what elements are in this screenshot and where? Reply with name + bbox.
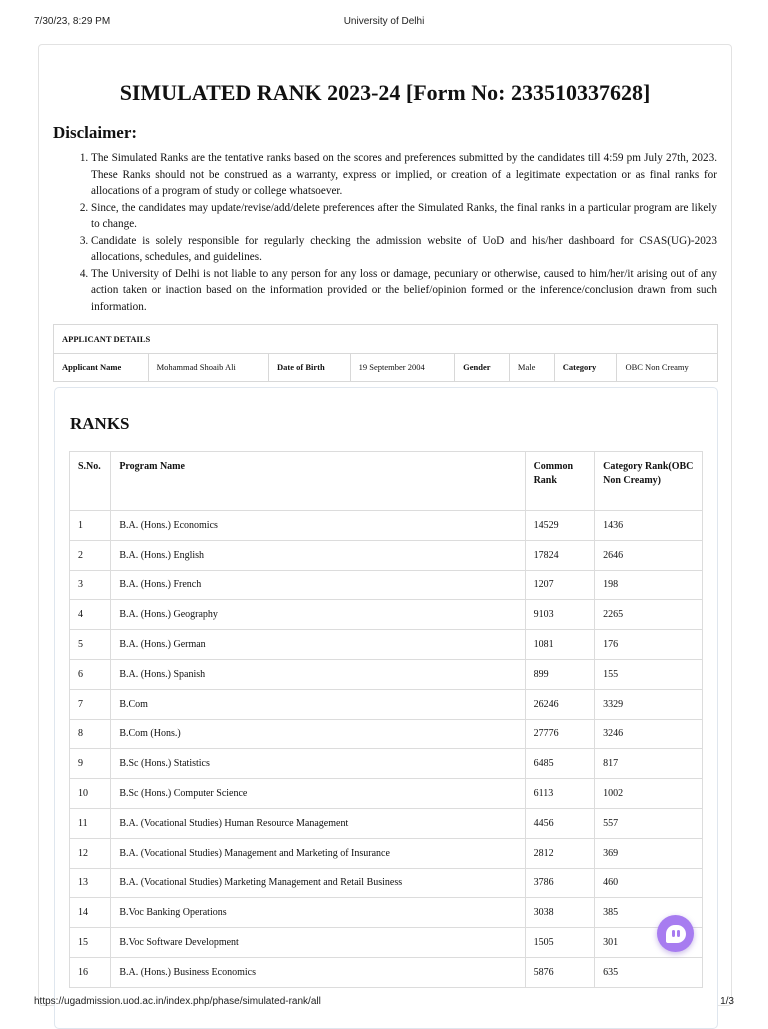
main-card xyxy=(38,44,732,1006)
cell-common-rank: 9103 xyxy=(525,600,595,630)
applicant-name: Mohammad Shoaib Ali xyxy=(149,354,269,381)
ranks-title: RANKS xyxy=(70,414,130,433)
cell-category-rank: 2646 xyxy=(595,540,703,570)
header-category-rank: Category Rank(OBC Non Creamy) xyxy=(595,452,703,511)
table-row xyxy=(70,689,703,719)
ranks-table xyxy=(69,451,703,988)
cell-common-rank: 3038 xyxy=(525,898,595,928)
cell-category-rank: 3329 xyxy=(595,689,703,719)
cell-common-rank: 2812 xyxy=(525,838,595,868)
header-sno: S.No. xyxy=(70,452,111,511)
disclaimer-item: 1. The Simulated Ranks are the tentative ranks based on the scores and preferences submitted by the candidates till 4:59 pm July 27th, 2023. These Ranks should not be construed as a warranty, express or implied, or creation of a legitimate expectation or as final ranks for allocations of a program of study or college whatsoever. xyxy=(91,150,717,200)
table-row xyxy=(70,779,703,809)
table-row xyxy=(70,511,703,541)
cell-common-rank: 1505 xyxy=(525,928,595,958)
cell-sno: 12 xyxy=(70,838,111,868)
cell-program: B.Com (Hons.) xyxy=(111,719,525,749)
table-row xyxy=(70,719,703,749)
ranks-table-body xyxy=(70,511,703,988)
cell-common-rank: 27776 xyxy=(525,719,595,749)
table-row xyxy=(70,749,703,779)
cell-sno: 15 xyxy=(70,928,111,958)
cell-program: B.Com xyxy=(111,689,525,719)
cell-sno: 5 xyxy=(70,630,111,660)
cell-common-rank: 6485 xyxy=(525,749,595,779)
cell-sno: 1 xyxy=(70,511,111,541)
table-row xyxy=(70,600,703,630)
cell-common-rank: 1081 xyxy=(525,630,595,660)
cell-category-rank: 1436 xyxy=(595,511,703,541)
cell-common-rank: 14529 xyxy=(525,511,595,541)
disclaimer-list xyxy=(53,150,717,315)
header-program: Program Name xyxy=(111,452,525,511)
print-header xyxy=(34,16,734,32)
table-row xyxy=(70,630,703,660)
disclaimer-item: 3. Candidate is solely responsible for regularly checking the admission website of UoD and his/her dashboard for CSAS(UG)-2023 allocations, schedules, and guidelines. xyxy=(91,233,717,266)
category-value: OBC Non Creamy xyxy=(625,362,689,372)
applicant-details xyxy=(53,324,718,382)
cell-program: B.A. (Hons.) Geography xyxy=(111,600,525,630)
table-row xyxy=(70,570,703,600)
table-row xyxy=(70,957,703,987)
cell-common-rank: 1207 xyxy=(525,570,595,600)
applicant-details-heading: APPLICANT DETAILS xyxy=(54,325,717,354)
print-title: University of Delhi xyxy=(343,16,425,27)
cell-sno: 9 xyxy=(70,749,111,779)
cell-sno: 3 xyxy=(70,570,111,600)
cell-sno: 7 xyxy=(70,689,111,719)
cell-common-rank: 899 xyxy=(525,659,595,689)
cell-sno: 6 xyxy=(70,659,111,689)
cell-program: B.A. (Hons.) French xyxy=(111,570,525,600)
cell-sno: 4 xyxy=(70,600,111,630)
cell-category-rank: 1002 xyxy=(595,779,703,809)
cell-program: B.A. (Hons.) Spanish xyxy=(111,659,525,689)
cell-sno: 16 xyxy=(70,957,111,987)
cell-sno: 13 xyxy=(70,868,111,898)
cell-program: B.Voc Software Development xyxy=(111,928,525,958)
cell-category-rank: 301 xyxy=(595,928,703,958)
cell-common-rank: 3786 xyxy=(525,868,595,898)
table-row xyxy=(70,838,703,868)
cell-category-rank: 176 xyxy=(595,630,703,660)
print-page-number: 1/3 xyxy=(720,996,734,1007)
cell-sno: 2 xyxy=(70,540,111,570)
cell-common-rank: 4456 xyxy=(525,808,595,838)
ranks-header-row xyxy=(70,452,703,511)
cell-program: B.A. (Vocational Studies) Management and Marketing of Insurance xyxy=(111,838,525,868)
table-row xyxy=(70,808,703,838)
print-footer xyxy=(34,996,734,1010)
cell-category-rank: 155 xyxy=(595,659,703,689)
applicant-details-row xyxy=(54,354,717,381)
page-title: SIMULATED RANK 2023-24 [Form No: 233510337628] xyxy=(119,80,651,105)
cell-sno: 14 xyxy=(70,898,111,928)
cell-program: B.Voc Banking Operations xyxy=(111,898,525,928)
disclaimer-title: Disclaimer: xyxy=(53,123,138,142)
cell-category-rank: 385 xyxy=(595,898,703,928)
cell-common-rank: 6113 xyxy=(525,779,595,809)
cell-category-rank: 817 xyxy=(595,749,703,779)
cell-program: B.A. (Hons.) Economics xyxy=(111,511,525,541)
print-timestamp: 7/30/23, 8:29 PM xyxy=(34,16,111,27)
gender-label: Gender xyxy=(455,354,510,381)
table-row xyxy=(70,928,703,958)
table-row xyxy=(70,659,703,689)
cell-program: B.A. (Hons.) German xyxy=(111,630,525,660)
cell-category-rank: 460 xyxy=(595,868,703,898)
cell-sno: 10 xyxy=(70,779,111,809)
cell-program: B.A. (Vocational Studies) Human Resource Management xyxy=(111,808,525,838)
cell-program: B.A. (Hons.) Business Economics xyxy=(111,957,525,987)
cell-program: B.A. (Vocational Studies) Marketing Management and Retail Business xyxy=(111,868,525,898)
table-row xyxy=(70,868,703,898)
category-label: Category xyxy=(555,354,618,381)
disclaimer-item: 2. Since, the candidates may update/revise/add/delete preferences after the Simulated Ranks, the final ranks in a particular program are likely to change. xyxy=(91,200,717,233)
cell-program: B.Sc (Hons.) Statistics xyxy=(111,749,525,779)
cell-category-rank: 3246 xyxy=(595,719,703,749)
dob-label: Date of Birth xyxy=(269,354,351,381)
disclaimer-item: 4. The University of Delhi is not liable to any person for any loss or damage, pecuniary or otherwise, caused to him/her/it arising out of any action taken or inaction based on the information provided or the belief/opinion formed or the inference/conclusion drawn from such information. xyxy=(91,266,717,316)
cell-program: B.A. (Hons.) English xyxy=(111,540,525,570)
cell-sno: 8 xyxy=(70,719,111,749)
gender-value: Male xyxy=(510,354,555,381)
cell-common-rank: 17824 xyxy=(525,540,595,570)
cell-sno: 11 xyxy=(70,808,111,838)
cell-common-rank: 5876 xyxy=(525,957,595,987)
cell-category-rank: 369 xyxy=(595,838,703,868)
cell-category-rank: 2265 xyxy=(595,600,703,630)
applicant-name-label: Applicant Name xyxy=(54,354,149,381)
cell-category-rank: 635 xyxy=(595,957,703,987)
print-url: https://ugadmission.uod.ac.in/index.php/phase/simulated-rank/all xyxy=(34,996,321,1007)
chat-icon xyxy=(666,925,686,943)
dob-value: 19 September 2004 xyxy=(351,354,456,381)
table-row xyxy=(70,898,703,928)
cell-category-rank: 557 xyxy=(595,808,703,838)
ranks-card xyxy=(54,387,718,1029)
chat-widget-button[interactable] xyxy=(657,915,694,952)
cell-common-rank: 26246 xyxy=(525,689,595,719)
cell-category-rank: 198 xyxy=(595,570,703,600)
header-common-rank: Common Rank xyxy=(525,452,595,511)
cell-program: B.Sc (Hons.) Computer Science xyxy=(111,779,525,809)
table-row xyxy=(70,540,703,570)
